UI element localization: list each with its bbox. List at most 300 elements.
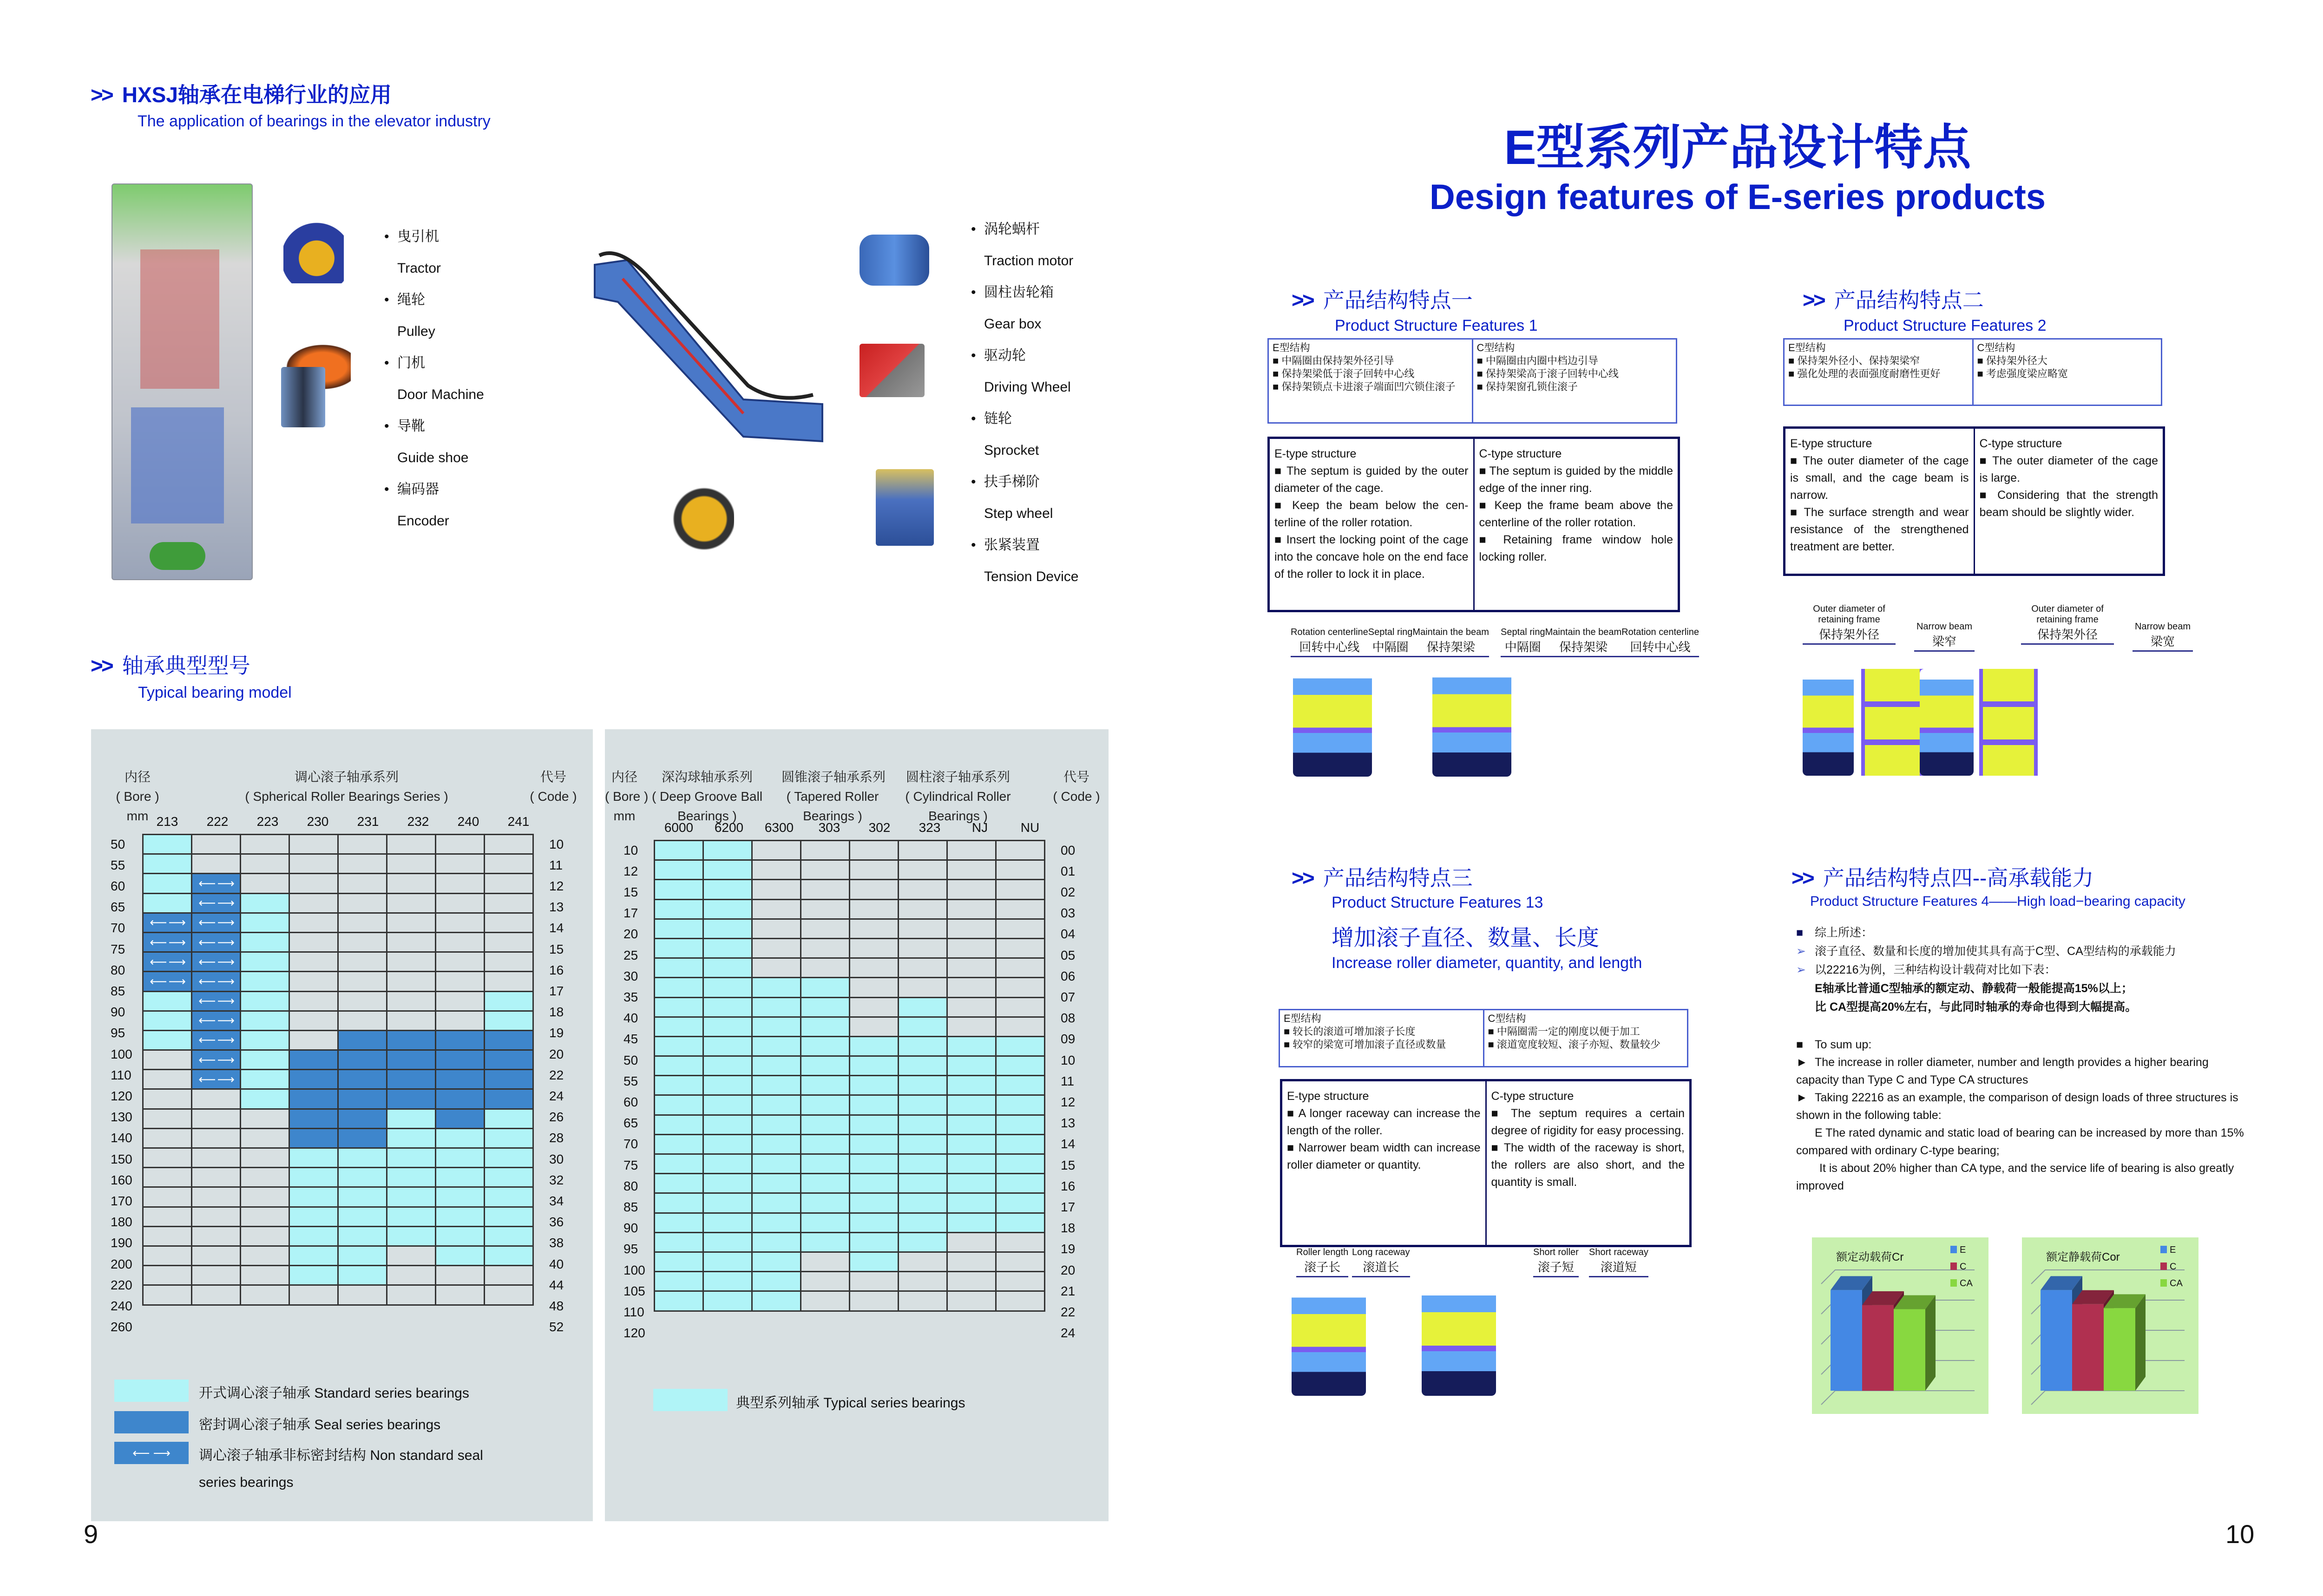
group-cn: 圆锥滚子轴承系列 — [781, 770, 886, 784]
cell-empty — [997, 1272, 1045, 1292]
label — [1803, 604, 1896, 645]
cell-empty — [850, 978, 899, 998]
cell-seal — [339, 1031, 387, 1051]
legend-swatch — [1950, 1262, 1957, 1270]
row-code-label: 14 — [549, 921, 564, 935]
feature4-summary-en — [1796, 1036, 2251, 1195]
cn-item: ■ 保持架锁点卡进滚子端面凹穴锁住滚子 — [1273, 380, 1468, 393]
bar-E — [2041, 1290, 2072, 1391]
cell-standard — [997, 1174, 1045, 1194]
chevron-icon: >> — [91, 83, 112, 107]
cell-empty — [290, 1286, 339, 1305]
row-code-label: 30 — [549, 1151, 564, 1166]
cell-standard — [899, 1233, 948, 1253]
cell-empty — [997, 1018, 1045, 1037]
label-en: Rotation centerline — [1621, 627, 1699, 637]
escalator-chain — [623, 279, 743, 413]
summary-text: To sum up: — [1815, 1038, 1872, 1051]
cell-standard — [899, 1037, 948, 1057]
cell-empty — [387, 1012, 436, 1031]
cell-standard — [704, 978, 753, 998]
cell-nonstandard — [192, 874, 241, 894]
label-en: Long raceway — [1352, 1247, 1410, 1257]
cell-empty — [290, 1012, 339, 1031]
column-label: 213 — [156, 814, 178, 829]
cn-c-head: C型结构 — [1488, 1013, 1526, 1024]
cell-empty — [899, 959, 948, 978]
cell-empty — [997, 998, 1045, 1018]
cell-standard — [339, 1266, 387, 1286]
page-title-cn: E型系列产品设计特点 — [1504, 121, 1971, 175]
cell-empty — [850, 939, 899, 959]
summary-text: 综上所述： — [1815, 926, 1873, 939]
cell-standard — [948, 1076, 997, 1096]
code-cn: 代号 — [540, 770, 566, 784]
label-en: Septal ring — [1501, 627, 1545, 637]
cell-standard — [801, 1194, 850, 1213]
cell-standard — [753, 1096, 801, 1115]
cell-standard — [704, 1057, 753, 1076]
row-code-label: 00 — [1061, 843, 1076, 857]
cell-empty — [801, 880, 850, 900]
row-bore-label: 40 — [623, 1011, 638, 1026]
row-code-label: 06 — [1061, 968, 1076, 983]
cell-standard — [753, 1194, 801, 1213]
row-bore-label: 25 — [623, 948, 638, 962]
row-bore-label: 45 — [623, 1032, 638, 1047]
cell-standard — [899, 998, 948, 1018]
cell-nonstandard — [192, 894, 241, 914]
cell-standard — [339, 1149, 387, 1168]
cell-empty — [144, 1110, 192, 1129]
row-code-label: 02 — [1061, 885, 1076, 899]
row-bore-label: 65 — [111, 900, 125, 915]
feature1-title — [1292, 287, 1473, 313]
cell-standard — [241, 992, 290, 1012]
cell-standard — [997, 1057, 1045, 1076]
gear-box-image — [860, 344, 925, 397]
cell-standard — [997, 1194, 1045, 1213]
chart-gridline — [1821, 1391, 1975, 1405]
cell-empty — [290, 835, 339, 855]
cell-standard — [704, 1155, 753, 1174]
cn-item: ■ 较长的滚道可增加滚子长度 — [1284, 1025, 1479, 1038]
cn-item: ■ 较窄的梁宽可增加滚子直径或数量 — [1284, 1038, 1479, 1051]
cell-empty — [948, 1018, 997, 1037]
cell-empty — [753, 841, 801, 861]
row-code-label: 20 — [549, 1047, 564, 1061]
row-bore-label: 200 — [111, 1256, 132, 1271]
cell-empty — [436, 914, 485, 933]
cell-standard — [290, 1247, 339, 1266]
cell-empty — [948, 939, 997, 959]
row-bore-label: 30 — [623, 968, 638, 983]
group-en2: Bearings ) — [928, 809, 988, 823]
label-en: Outer diameter of retaining frame — [1813, 604, 1885, 625]
summary-text: Taking 22216 as an example, the comparison of design loads of three structures is shown in the following table: — [1796, 1091, 2238, 1122]
chevron-icon: >> — [1803, 288, 1824, 312]
label — [1545, 627, 1622, 655]
cell-standard — [948, 1214, 997, 1233]
cell-standard — [753, 1135, 801, 1155]
cell-empty — [192, 1149, 241, 1168]
cell-standard — [997, 1214, 1045, 1233]
cell-standard — [339, 1247, 387, 1266]
cell-nonstandard — [192, 933, 241, 953]
bearing-diagram-c-outer — [1920, 669, 1974, 776]
label — [2133, 621, 2193, 652]
cell-standard — [753, 1292, 801, 1311]
cell-seal — [387, 1070, 436, 1090]
summary-text: E轴承比普通C型轴承的额定动、静载荷一般能提高15%以上； — [1815, 982, 2133, 995]
row-bore-label: 50 — [623, 1053, 638, 1067]
row-bore-label: 80 — [623, 1178, 638, 1193]
row-code-label: 32 — [549, 1172, 564, 1187]
label — [1501, 627, 1545, 655]
cell-standard — [948, 1037, 997, 1057]
row-code-label: 19 — [549, 1026, 564, 1040]
cell-empty — [801, 861, 850, 880]
feature1-cn-box — [1267, 338, 1677, 424]
cell-empty — [144, 1266, 192, 1286]
label — [1291, 627, 1368, 655]
cell-standard — [753, 1214, 801, 1233]
label-cn: 保持架梁 — [1412, 638, 1489, 657]
cn-item: ■ 保持架窗孔锁住滚子 — [1477, 380, 1673, 393]
row-bore-label: 80 — [111, 962, 125, 977]
cell-empty — [436, 933, 485, 953]
cell-standard — [850, 1214, 899, 1233]
row-code-label: 12 — [1061, 1095, 1076, 1109]
feature2-en-c — [1974, 429, 2163, 574]
cell-standard — [753, 1253, 801, 1272]
cell-standard — [753, 1272, 801, 1292]
cell-empty — [144, 1129, 192, 1149]
row-code-label: 11 — [1061, 1073, 1075, 1088]
cell-standard — [436, 1208, 485, 1227]
feature3-en-c — [1485, 1081, 1690, 1245]
cell-empty — [144, 1051, 192, 1070]
cell-standard — [655, 1233, 704, 1253]
en-item: ■ Keep the beam below the cen-terline of the roller rotation. — [1274, 497, 1469, 531]
cell-standard — [948, 1116, 997, 1135]
cell-empty — [290, 914, 339, 933]
cell-nonstandard — [144, 914, 192, 933]
cell-empty — [241, 1227, 290, 1247]
legend-label-standard: 开式调心滚子轴承 Standard series bearings — [199, 1386, 469, 1401]
cell-empty — [899, 900, 948, 920]
row-bore-label: 75 — [111, 942, 125, 956]
cell-nonstandard — [192, 1012, 241, 1031]
cell-standard — [753, 1155, 801, 1174]
cell-standard — [339, 1188, 387, 1207]
summary-text: It is about 20% higher than CA type, and the service life of bearing is also greatly improved — [1796, 1162, 2234, 1192]
cell-standard — [801, 1018, 850, 1037]
sprocket-image — [627, 485, 734, 560]
summary-text: E The rated dynamic and static load of bearing can be increased by more than 15% compared with ordinary C-type bearing; — [1796, 1126, 2244, 1157]
column-label: NU — [1020, 820, 1040, 835]
cell-standard — [144, 992, 192, 1012]
cn-item: ■ 考虑强度梁应略宽 — [1977, 367, 2158, 380]
cell-standard — [485, 1247, 534, 1266]
cell-empty — [290, 1031, 339, 1051]
cell-empty — [850, 900, 899, 920]
label — [1368, 627, 1413, 655]
feature3-cn-e — [1280, 1010, 1483, 1066]
cell-seal — [339, 1129, 387, 1149]
cell-empty — [948, 1292, 997, 1311]
cell-empty — [192, 1110, 241, 1129]
cell-standard — [899, 1096, 948, 1115]
cell-nonstandard — [192, 1070, 241, 1090]
cell-standard — [704, 920, 753, 939]
label — [2021, 604, 2114, 645]
cell-standard — [753, 1076, 801, 1096]
cell-nonstandard — [192, 953, 241, 972]
cell-empty — [387, 953, 436, 972]
en-e-head: E-type structure — [1287, 1090, 1369, 1103]
part-en: Pulley — [397, 324, 435, 339]
cell-standard — [704, 1174, 753, 1194]
cell-empty — [899, 939, 948, 959]
cell-empty — [753, 880, 801, 900]
escalator-image — [590, 246, 832, 464]
row-code-label: 10 — [549, 837, 564, 851]
legend-swatch — [2160, 1262, 2167, 1270]
cell-empty — [436, 855, 485, 874]
feature3-subtitle: Product Structure Features 13 — [1332, 894, 1543, 911]
cell-standard — [655, 1037, 704, 1057]
bar-CA — [1894, 1309, 1925, 1391]
spherical-roller-table-panel — [91, 729, 593, 1521]
row-code-label: 24 — [549, 1089, 564, 1103]
traction-motor-image — [860, 235, 929, 286]
row-code-label: 19 — [1061, 1242, 1076, 1256]
cell-standard — [948, 1174, 997, 1194]
cell-standard — [850, 1253, 899, 1272]
row-code-label: 14 — [1061, 1137, 1076, 1151]
column-label: 240 — [457, 814, 479, 829]
cell-standard — [485, 1129, 534, 1149]
cell-standard — [144, 835, 192, 855]
cell-nonstandard — [192, 972, 241, 992]
cell-standard — [704, 1135, 753, 1155]
row-bore-label: 120 — [111, 1089, 132, 1103]
bore-cn: 内径 — [124, 770, 151, 784]
label-en: Septal ring — [1368, 627, 1413, 637]
double-arrow-icon: ⟵ ⟶ — [114, 1442, 189, 1464]
en-item: ■ Narrower beam width can increase roller diameter or quantity. — [1287, 1139, 1481, 1174]
group-en: ( Cylindrical Roller — [905, 789, 1011, 804]
row-bore-label: 120 — [623, 1326, 645, 1341]
cell-standard — [655, 1116, 704, 1135]
part-cn: • 链轮 — [971, 403, 1078, 435]
cell-empty — [850, 1018, 899, 1037]
en-c-head: C-type structure — [1479, 447, 1562, 460]
feature4-title — [1791, 865, 2093, 891]
en-item: ■ The surface strength and wear resistance of the strengthened treatment are better. — [1790, 504, 1969, 556]
label — [1352, 1247, 1410, 1277]
cell-empty — [339, 914, 387, 933]
legend-label-nonstandard: 调心滚子轴承非标密封结构 Non standard seal — [199, 1448, 483, 1463]
cell-empty — [948, 978, 997, 998]
row-bore-label: 240 — [111, 1299, 132, 1313]
feature1-en-c — [1473, 439, 1678, 610]
cell-empty — [241, 1247, 290, 1266]
cell-standard — [387, 1168, 436, 1188]
row-code-label: 18 — [1061, 1221, 1076, 1236]
cell-seal — [436, 1110, 485, 1129]
row-code-label: 26 — [549, 1110, 564, 1125]
cell-empty — [948, 998, 997, 1018]
row-code-label: 16 — [549, 962, 564, 977]
feature2-title — [1803, 287, 1984, 313]
cell-standard — [704, 998, 753, 1018]
cell-standard — [704, 1116, 753, 1135]
cell-nonstandard — [144, 953, 192, 972]
chart-gridline — [2031, 1391, 2185, 1405]
cell-standard — [290, 1227, 339, 1247]
cell-standard — [948, 1155, 997, 1174]
cell-standard — [850, 1037, 899, 1057]
en-item: ■ The width of the raceway is short, the rollers are also short, and the quantity is small. — [1491, 1139, 1685, 1191]
en-item: ■ The outer diameter of the cage is small, and the cage beam is narrow. — [1790, 452, 1969, 504]
cell-empty — [948, 880, 997, 900]
bar-E — [1831, 1290, 1862, 1391]
cell-empty — [436, 835, 485, 855]
column-label: 222 — [206, 814, 229, 829]
row-bore-label: 90 — [111, 1005, 125, 1020]
page-number-left: 9 — [84, 1519, 98, 1549]
cell-empty — [339, 933, 387, 953]
cell-standard — [655, 998, 704, 1018]
summary-text: 滚子直径、数量和长度的增加使其具有高于C型、CA型结构的承载能力 — [1815, 945, 2176, 958]
arrow-bullet-icon: ➢ — [1796, 963, 1806, 976]
cn-item: ■ 保持架梁高于滚子回转中心线 — [1477, 367, 1673, 380]
cell-standard — [485, 1149, 534, 1168]
cell-empty — [192, 835, 241, 855]
cell-standard — [753, 1037, 801, 1057]
cell-standard — [655, 1292, 704, 1311]
feature3-title — [1292, 865, 1473, 891]
title-cn: 产品结构特点四--高承载能力 — [1823, 866, 2094, 890]
cell-empty — [144, 1227, 192, 1247]
column-label: 231 — [357, 814, 379, 829]
typical-bearing-table-panel — [605, 729, 1109, 1521]
cell-standard — [655, 1214, 704, 1233]
cell-standard — [899, 1116, 948, 1135]
label — [1914, 621, 1975, 652]
column-label: 232 — [407, 814, 429, 829]
chart-title: 额定动载荷Cr — [1836, 1251, 1904, 1263]
cell-empty — [436, 894, 485, 914]
cell-standard — [290, 1149, 339, 1168]
cell-empty — [899, 841, 948, 861]
cell-standard — [850, 1076, 899, 1096]
cell-seal — [339, 1110, 387, 1129]
cell-seal — [290, 1070, 339, 1090]
row-bore-label: 160 — [111, 1172, 132, 1187]
group-en2: Bearings ) — [803, 809, 862, 823]
cell-empty — [387, 1266, 436, 1286]
cell-standard — [704, 841, 753, 861]
row-code-label: 16 — [1061, 1178, 1076, 1193]
chart-svg — [2022, 1237, 2198, 1414]
cell-empty — [485, 855, 534, 874]
cell-standard — [241, 1012, 290, 1031]
feature3-en-e — [1282, 1081, 1485, 1245]
title-cn: 产品结构特点三 — [1323, 866, 1473, 890]
feature3-sub-en: Increase roller diameter, quantity, and length — [1332, 954, 1642, 972]
row-bore-label: 10 — [623, 843, 638, 857]
feature1-labels-right — [1501, 627, 1699, 655]
part-cn: • 导靴 — [384, 411, 484, 442]
cell-standard — [704, 900, 753, 920]
cell-standard — [485, 1188, 534, 1207]
part-en: Gear box — [984, 316, 1042, 332]
cn-item: ■ 中隔圈由保持架外径引导 — [1273, 354, 1468, 367]
cell-empty — [144, 1188, 192, 1207]
row-bore-label: 60 — [623, 1095, 638, 1109]
cell-empty — [801, 841, 850, 861]
cell-standard — [704, 1214, 753, 1233]
label-cn: 保持架外径 — [1803, 625, 1896, 645]
bore-en: ( Bore ) — [116, 789, 159, 804]
cell-empty — [241, 1168, 290, 1188]
row-code-label: 01 — [1061, 863, 1076, 878]
row-bore-label: 60 — [111, 879, 125, 893]
summary-line — [1796, 923, 2251, 942]
cell-standard — [704, 1018, 753, 1037]
part-cn: • 驱动轮 — [971, 340, 1078, 372]
cell-empty — [339, 972, 387, 992]
bearing-grid — [654, 840, 1045, 1312]
part-cn: • 张紧装置 — [971, 530, 1078, 561]
cell-empty — [290, 933, 339, 953]
cell-empty — [801, 939, 850, 959]
cell-empty — [997, 900, 1045, 920]
legend-swatch — [1950, 1246, 1957, 1253]
cell-empty — [436, 972, 485, 992]
column-label: 223 — [256, 814, 279, 829]
cell-standard — [436, 1149, 485, 1168]
cell-empty — [241, 1208, 290, 1227]
cell-standard — [801, 1233, 850, 1253]
cell-standard — [655, 841, 704, 861]
cell-standard — [387, 1208, 436, 1227]
cell-empty — [387, 972, 436, 992]
row-code-label: 13 — [1061, 1116, 1076, 1131]
en-item: ■ Keep the frame beam above the centerline of the roller rotation. — [1479, 497, 1673, 531]
bore-unit: mm — [613, 809, 636, 823]
feature1-cn-e — [1269, 340, 1472, 422]
cell-empty — [997, 1253, 1045, 1272]
section-title-application — [91, 82, 392, 108]
legend-label: CA — [1960, 1278, 1973, 1289]
cell-standard — [948, 1194, 997, 1213]
row-bore-label: 140 — [111, 1131, 132, 1145]
row-bore-label: 260 — [111, 1320, 132, 1334]
column-label: 6200 — [714, 820, 744, 835]
bore-unit: mm — [126, 809, 149, 823]
label-cn: 滚子长 — [1296, 1258, 1348, 1277]
cell-standard — [485, 992, 534, 1012]
label — [1621, 627, 1699, 655]
cell-empty — [241, 1286, 290, 1305]
elevator-shaft-image — [112, 183, 253, 580]
cell-empty — [899, 920, 948, 939]
en-item: ■ The septum requires a certain degree of rigidity for easy processing. — [1491, 1105, 1685, 1139]
